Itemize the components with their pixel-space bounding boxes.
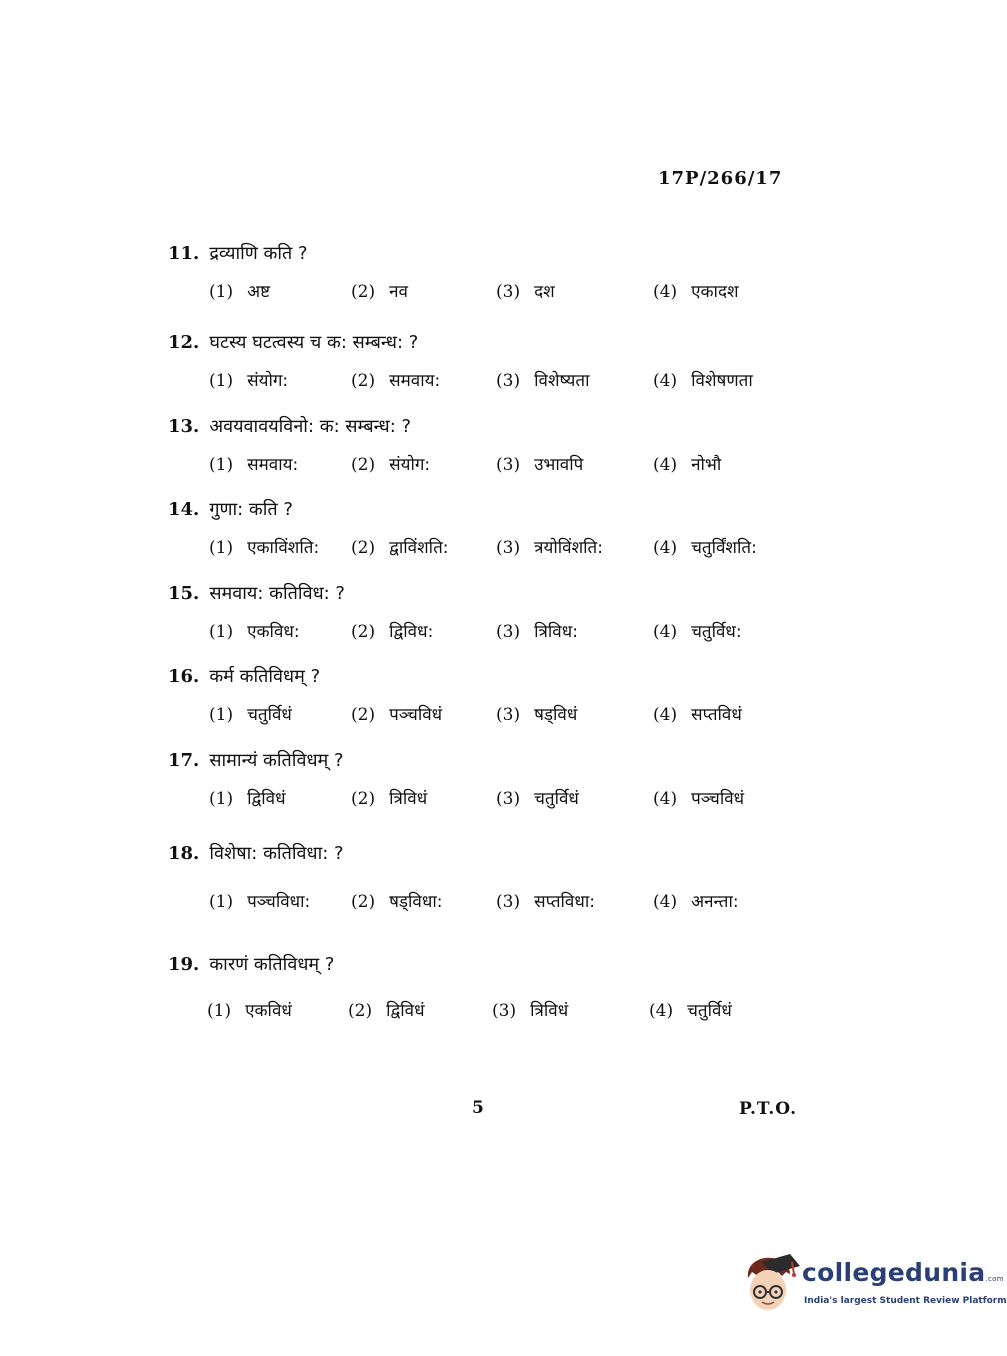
option-number: (3) (496, 455, 521, 475)
option-number: (4) (653, 538, 678, 558)
question-text: समवाय: कतिविध: ? (209, 583, 345, 604)
option-text: पञ्चविधं (389, 705, 443, 725)
option-number: (4) (653, 371, 678, 391)
option-text: अष्ट (247, 282, 271, 302)
question-text: सामान्यं कतिविधम् ? (209, 750, 344, 771)
option-number: (3) (496, 282, 521, 302)
option-number: (1) (209, 622, 234, 642)
collegedunia-logo (742, 1252, 1007, 1316)
option-1 (207, 998, 292, 1021)
options-row (168, 279, 848, 309)
option-text: संयोग: (389, 455, 431, 475)
options-row (168, 619, 848, 649)
option-3 (496, 368, 590, 391)
option-text: एकविध: (247, 622, 300, 642)
option-text: चतुर्विधं (247, 705, 292, 725)
option-2 (351, 535, 449, 558)
option-text: एकादश (691, 282, 739, 302)
option-text: एकविधं (245, 1001, 292, 1021)
option-number: (2) (351, 892, 376, 912)
options-row (168, 368, 848, 398)
question-18 (168, 841, 848, 919)
option-2 (348, 998, 425, 1021)
option-text: संयोग: (247, 371, 289, 391)
option-number: (2) (351, 789, 376, 809)
brand-suffix: .com (985, 1275, 1004, 1283)
option-2 (351, 368, 440, 391)
option-1 (209, 535, 319, 558)
question-text: गुणा: कति ? (209, 499, 293, 520)
option-1 (209, 702, 292, 725)
option-4 (653, 889, 739, 912)
option-text: त्रिविधं (389, 789, 428, 809)
option-2 (351, 889, 442, 912)
option-text: पञ्चविधं (691, 789, 745, 809)
option-text: त्रिविध: (534, 622, 578, 642)
option-number: (1) (209, 538, 234, 558)
logo-tagline: India's largest Student Review Platform (804, 1296, 1007, 1306)
option-number: (1) (209, 282, 234, 302)
option-2 (351, 619, 433, 642)
question-number: 12. (168, 332, 200, 353)
question-number: 13. (168, 416, 200, 437)
option-text: चतुर्विधं (687, 1001, 732, 1021)
option-number: (2) (351, 455, 376, 475)
option-text: द्विविधं (247, 789, 286, 809)
option-number: (1) (209, 455, 234, 475)
option-3 (496, 452, 583, 475)
option-number: (1) (209, 705, 234, 725)
option-3 (496, 279, 555, 302)
options-row (168, 452, 848, 482)
option-1 (209, 452, 298, 475)
option-3 (496, 535, 603, 558)
option-text: त्रिविधं (530, 1001, 569, 1021)
option-text: सप्तविधा: (534, 892, 595, 912)
option-text: चतुर्विधं (534, 789, 579, 809)
option-text: समवाय: (389, 371, 441, 391)
option-text: त्रयोविंशति: (534, 538, 603, 558)
question-number: 17. (168, 750, 200, 771)
option-text: षड्विधं (534, 705, 578, 725)
question-number: 18. (168, 843, 200, 864)
option-text: सप्तविधं (691, 705, 742, 725)
question-text: कर्म कतिविधम् ? (209, 666, 321, 687)
option-number: (1) (209, 371, 234, 391)
option-3 (496, 702, 577, 725)
option-number: (3) (496, 371, 521, 391)
question-11 (168, 241, 848, 309)
brand-name: collegedunia (802, 1258, 986, 1287)
question-text: अवयवावयविनो: क: सम्बन्ध: ? (209, 416, 412, 437)
option-1 (209, 619, 300, 642)
option-text: द्विविधं (386, 1001, 425, 1021)
question-number: 15. (168, 583, 200, 604)
option-number: (1) (207, 1001, 232, 1021)
option-text: उभावपि (534, 455, 584, 475)
option-4 (653, 452, 721, 475)
option-number: (2) (351, 538, 376, 558)
option-text: द्वाविंशति: (389, 538, 449, 558)
option-4 (649, 998, 732, 1021)
question-13 (168, 414, 848, 482)
option-number: (3) (496, 705, 521, 725)
option-text: षड्विधा: (389, 892, 443, 912)
option-number: (3) (496, 622, 521, 642)
option-text: एकाविंशति: (247, 538, 320, 558)
question-number: 16. (168, 666, 200, 687)
option-4 (653, 786, 744, 809)
options-row (168, 702, 848, 732)
question-14 (168, 497, 848, 565)
question-number: 14. (168, 499, 200, 520)
option-number: (1) (209, 892, 234, 912)
options-row (168, 998, 848, 1028)
question-17 (168, 748, 848, 816)
option-3 (492, 998, 568, 1021)
option-2 (351, 702, 442, 725)
option-text: समवाय: (247, 455, 299, 475)
question-19 (168, 952, 848, 1028)
option-number: (2) (351, 371, 376, 391)
option-text: विशेष्यता (534, 371, 590, 391)
option-2 (351, 786, 427, 809)
option-number: (4) (653, 789, 678, 809)
page-number: 5 (472, 1098, 484, 1118)
option-number: (4) (653, 282, 678, 302)
question-16 (168, 664, 848, 732)
option-2 (351, 452, 430, 475)
option-number: (3) (492, 1001, 517, 1021)
option-text: पञ्चविधा: (247, 892, 311, 912)
question-text: द्रव्याणि कति ? (209, 243, 308, 264)
option-4 (653, 619, 742, 642)
pto-label: P.T.O. (739, 1099, 797, 1119)
option-number: (3) (496, 789, 521, 809)
option-number: (2) (351, 705, 376, 725)
option-text: विशेषणता (691, 371, 753, 391)
question-text: विशेषा: कतिविधा: ? (209, 843, 344, 864)
question-number: 11. (168, 243, 200, 264)
option-text: अनन्ता: (691, 892, 739, 912)
option-2 (351, 279, 408, 302)
question-12 (168, 330, 848, 398)
option-text: चतुर्विंशति: (691, 538, 757, 558)
option-text: नव (389, 282, 408, 302)
option-4 (653, 279, 739, 302)
paper-code: 17P/266/17 (658, 168, 783, 189)
option-number: (3) (496, 892, 521, 912)
option-number: (2) (351, 622, 376, 642)
option-number: (2) (348, 1001, 373, 1021)
question-15 (168, 581, 848, 649)
option-number: (1) (209, 789, 234, 809)
option-1 (209, 279, 270, 302)
option-text: दश (534, 282, 555, 302)
option-3 (496, 889, 595, 912)
question-text: कारणं कतिविधम् ? (209, 954, 335, 975)
logo-brand (802, 1258, 1004, 1287)
options-row (168, 535, 848, 565)
option-4 (653, 535, 757, 558)
option-number: (4) (653, 705, 678, 725)
option-number: (2) (351, 282, 376, 302)
option-number: (4) (653, 892, 678, 912)
option-text: द्विविध: (389, 622, 434, 642)
question-number: 19. (168, 954, 200, 975)
options-row (168, 786, 848, 816)
question-text: घटस्य घटत्वस्य च क: सम्बन्ध: ? (209, 332, 419, 353)
option-1 (209, 889, 310, 912)
option-1 (209, 786, 286, 809)
mascot-icon (742, 1252, 800, 1316)
option-text: नोभौ (691, 455, 722, 475)
option-number: (3) (496, 538, 521, 558)
option-number: (4) (649, 1001, 674, 1021)
option-3 (496, 786, 579, 809)
option-number: (4) (653, 622, 678, 642)
option-number: (4) (653, 455, 678, 475)
option-3 (496, 619, 578, 642)
option-4 (653, 702, 742, 725)
option-1 (209, 368, 288, 391)
option-text: चतुर्विध: (691, 622, 742, 642)
option-4 (653, 368, 753, 391)
options-row (168, 889, 848, 919)
